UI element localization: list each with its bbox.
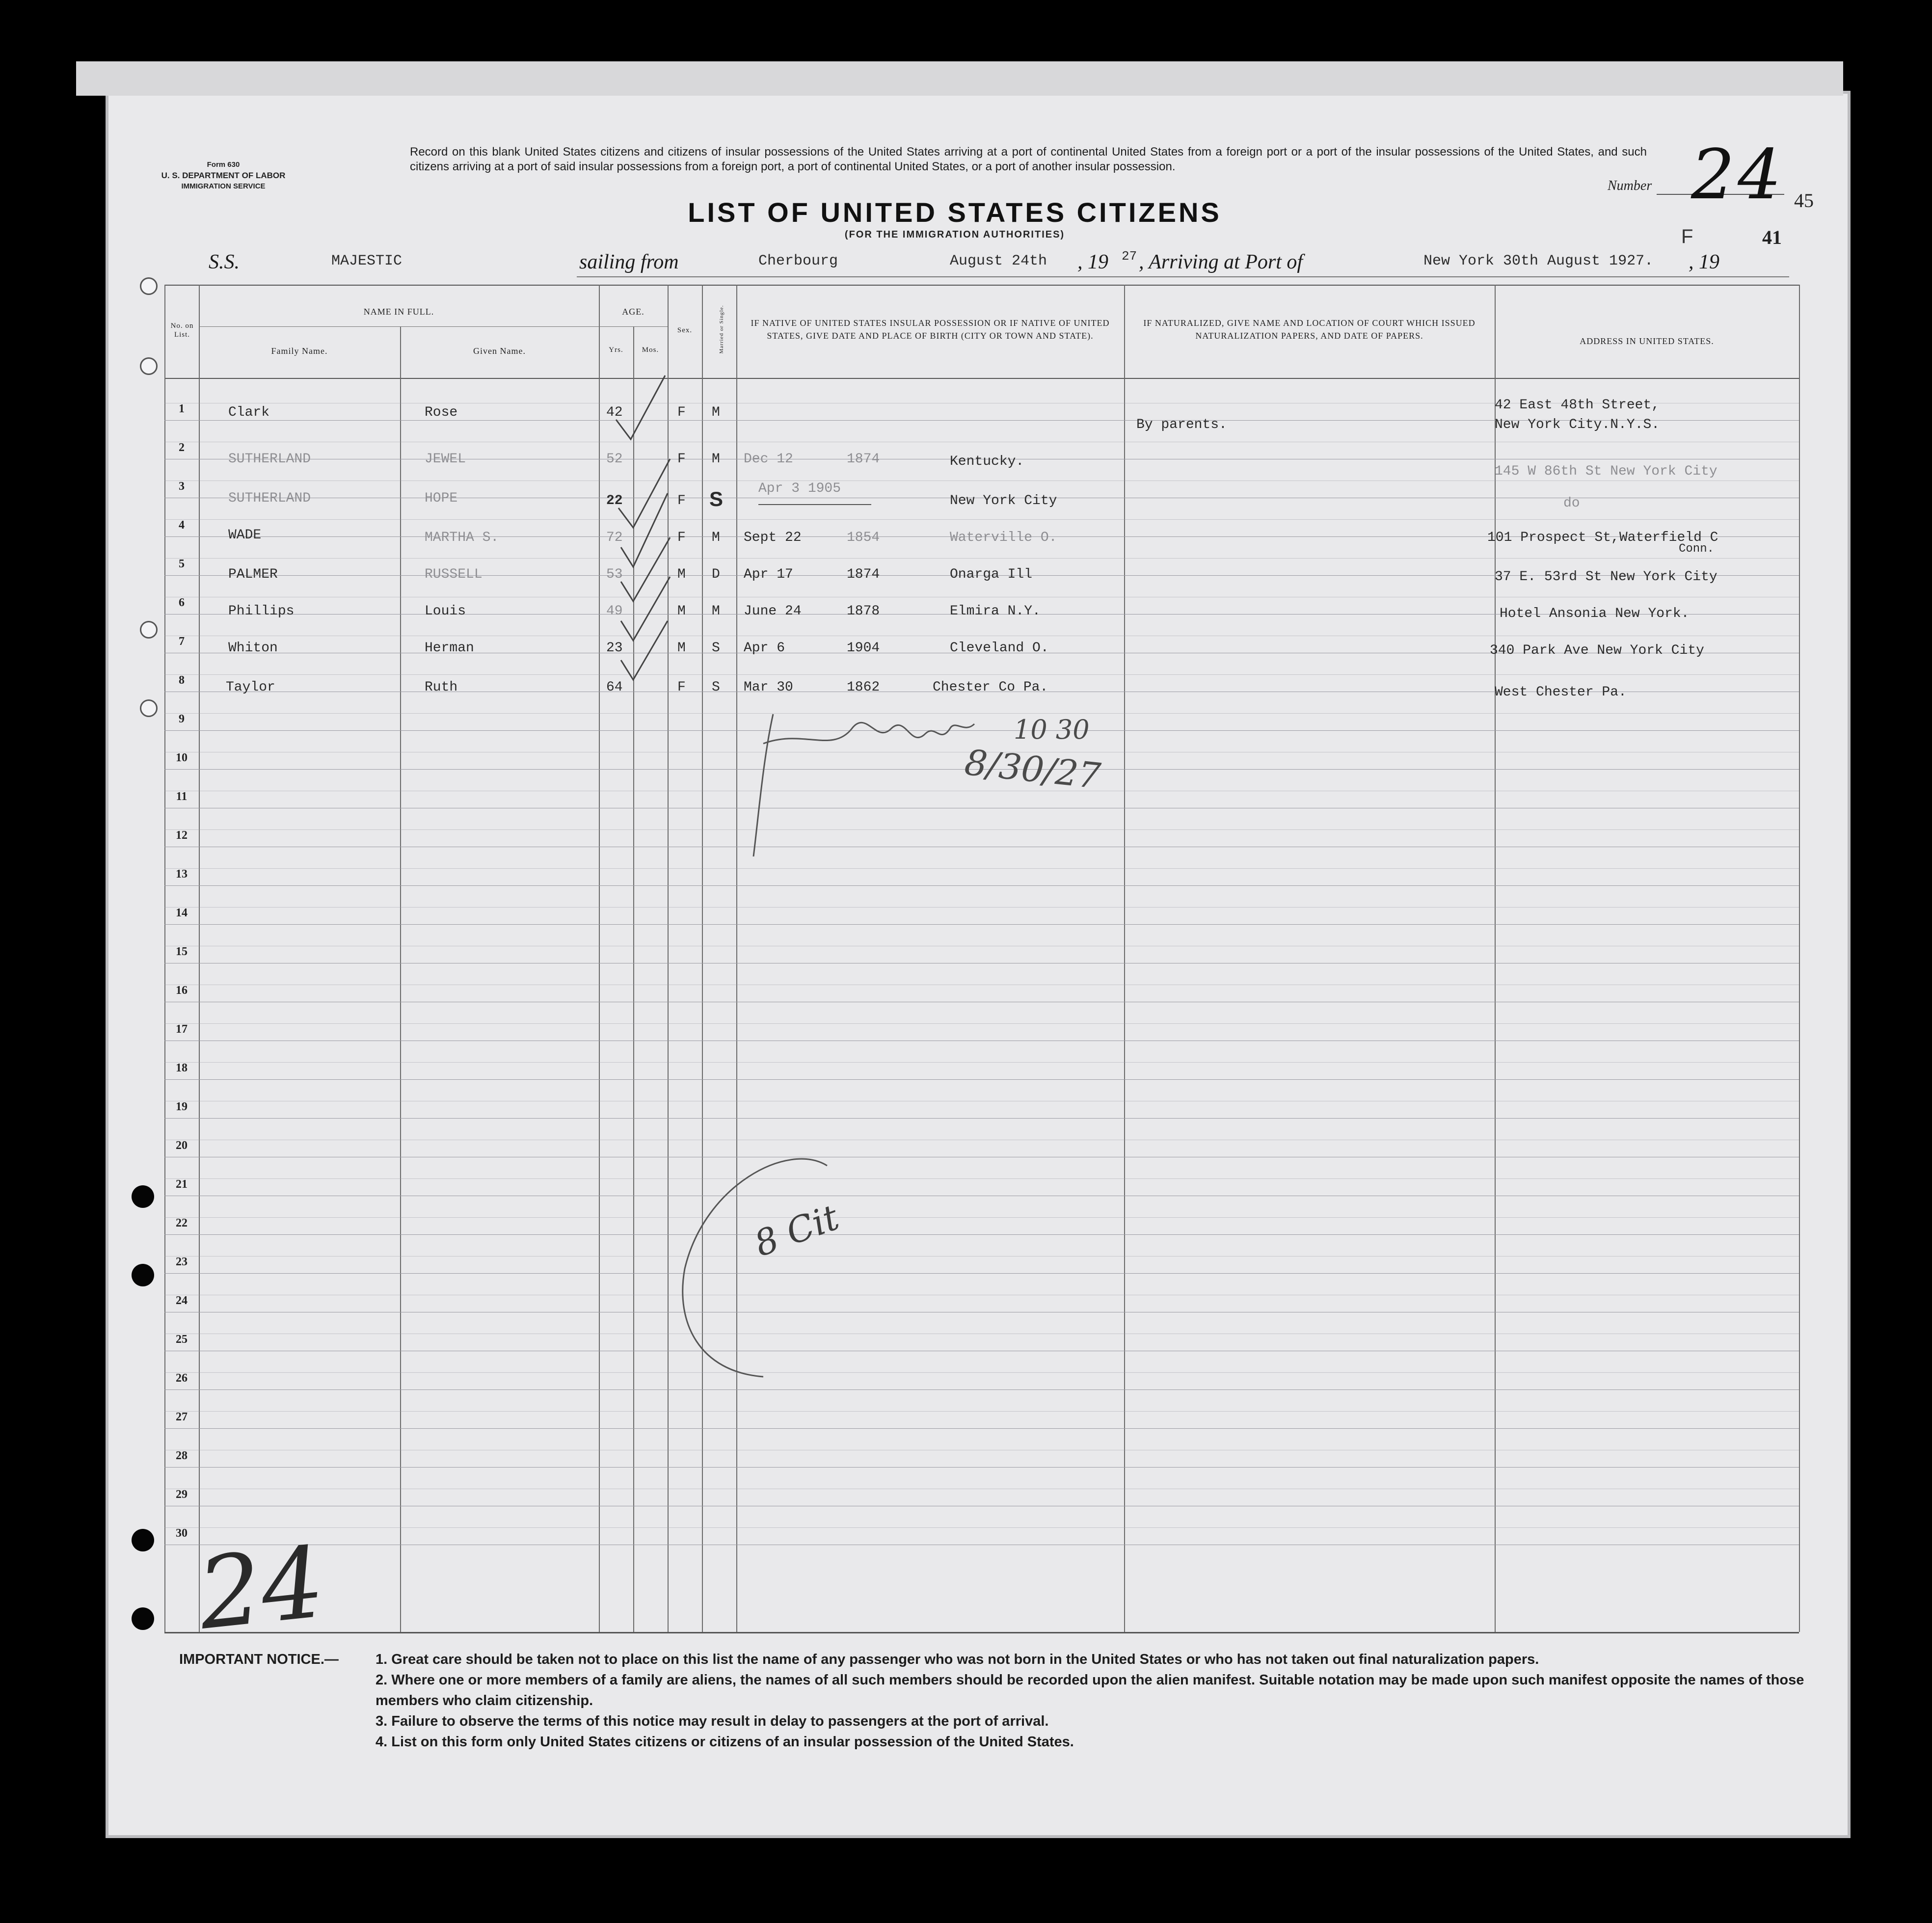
age: 72 bbox=[606, 530, 623, 545]
row-subrule bbox=[164, 1411, 1799, 1412]
row-number: 15 bbox=[176, 945, 188, 958]
address-line2: Conn. bbox=[1679, 542, 1715, 556]
punch-hole bbox=[132, 1264, 154, 1286]
edge-number: 45 bbox=[1794, 189, 1814, 212]
strikeout bbox=[758, 504, 871, 505]
row-number: 24 bbox=[176, 1294, 188, 1307]
birth-place: Chester Co Pa. bbox=[933, 680, 1048, 695]
row-number: 1 bbox=[179, 402, 185, 415]
family-name: WADE bbox=[228, 528, 262, 543]
manifest-sheet bbox=[106, 91, 1851, 1838]
address: do bbox=[1563, 496, 1580, 511]
address: 340 Park Ave New York City bbox=[1490, 643, 1704, 658]
col-header-yrs: Yrs. bbox=[609, 346, 623, 354]
family-name: PALMER bbox=[228, 567, 278, 582]
sail-date: August 24th bbox=[950, 253, 1047, 269]
row-number: 11 bbox=[176, 790, 188, 803]
notice-items bbox=[376, 1649, 1828, 1752]
f-letter: F bbox=[1681, 226, 1693, 247]
col-header-no: No. on List. bbox=[170, 322, 194, 339]
sex: F bbox=[677, 680, 686, 695]
age: 52 bbox=[606, 452, 623, 467]
page-subtitle: (FOR THE IMMIGRATION AUTHORITIES) bbox=[844, 229, 1065, 240]
row-rule bbox=[164, 1079, 1799, 1080]
sex: F bbox=[677, 530, 686, 545]
family-name: Phillips bbox=[228, 604, 295, 619]
row-number: 27 bbox=[176, 1411, 188, 1423]
sex: F bbox=[677, 405, 686, 420]
binder-ring bbox=[140, 357, 158, 375]
birth-date: Sept 22 bbox=[744, 530, 802, 545]
row-number: 9 bbox=[179, 713, 185, 725]
given-name: Louis bbox=[425, 604, 466, 619]
notice-item: 4. List on this form only United States citizens or citizens of an insular possession of the United States. bbox=[376, 1734, 1074, 1750]
handwritten-cit-note: 8 Cit bbox=[749, 1196, 844, 1265]
row-number: 18 bbox=[176, 1062, 188, 1074]
col-header-age: AGE. bbox=[622, 307, 644, 317]
col-header-given: Given Name. bbox=[473, 346, 526, 356]
family-name: Whiton bbox=[228, 641, 278, 656]
year-value: 27 bbox=[1122, 249, 1137, 264]
given-name: Ruth bbox=[425, 680, 458, 695]
given-name: Rose bbox=[425, 405, 458, 420]
marital-status: M bbox=[712, 452, 720, 467]
row-number: 20 bbox=[176, 1139, 188, 1152]
col-header-married: Married or Single. bbox=[719, 305, 724, 354]
service-name: IMMIGRATION SERVICE bbox=[181, 182, 266, 190]
birth-year: 1854 bbox=[847, 530, 880, 545]
address-line2: New York City.N.Y.S. bbox=[1495, 417, 1660, 432]
page-title: LIST OF UNITED STATES CITIZENS bbox=[688, 197, 1222, 228]
row-number: 23 bbox=[176, 1255, 188, 1268]
age: 22 bbox=[606, 493, 623, 508]
row-number: 26 bbox=[176, 1372, 188, 1385]
family-name: Taylor bbox=[226, 680, 275, 695]
sheet-number: 41 bbox=[1762, 226, 1782, 248]
birth-year: 1878 bbox=[847, 604, 880, 619]
row-number: 3 bbox=[179, 480, 185, 493]
sex: M bbox=[677, 641, 686, 656]
marital-status: S bbox=[709, 487, 724, 510]
row-subrule bbox=[164, 519, 1799, 520]
row-subrule bbox=[164, 1527, 1799, 1528]
birth-year: 1862 bbox=[847, 680, 880, 695]
row-subrule bbox=[164, 1217, 1799, 1218]
number-label: Number bbox=[1608, 178, 1652, 193]
row-rule bbox=[164, 1467, 1799, 1468]
handwritten-time: 10 30 bbox=[1014, 714, 1090, 745]
row-number: 5 bbox=[179, 558, 185, 570]
age: 23 bbox=[606, 641, 623, 656]
punch-hole bbox=[132, 1607, 154, 1630]
notice-item: 3. Failure to observe the terms of this notice may result in delay to passengers at the port of arrival. bbox=[376, 1713, 1049, 1729]
row-rule bbox=[164, 1234, 1799, 1235]
row-number: 28 bbox=[176, 1449, 188, 1462]
list-number-handwritten: 24 bbox=[1691, 135, 1785, 215]
birth-place: Onarga Ill bbox=[950, 567, 1033, 582]
binder-ring bbox=[140, 699, 158, 717]
handwritten-date: 8/30/27 bbox=[963, 741, 1103, 797]
address: 42 East 48th Street, bbox=[1495, 398, 1660, 413]
birth-date: Dec 12 bbox=[744, 452, 793, 467]
birth-year: 1874 bbox=[847, 452, 880, 467]
handwritten-signature-scribble bbox=[744, 699, 1019, 925]
address: 145 W 86th St New York City bbox=[1495, 464, 1717, 479]
age: 64 bbox=[606, 680, 623, 695]
row-number: 8 bbox=[179, 674, 185, 687]
age: 53 bbox=[606, 567, 623, 582]
birth-date: Apr 17 bbox=[744, 567, 793, 582]
sailing-label: sailing from bbox=[579, 251, 679, 273]
address: Hotel Ansonia New York. bbox=[1500, 606, 1690, 621]
row-rule bbox=[164, 1273, 1799, 1274]
row-number: 17 bbox=[176, 1023, 188, 1036]
birth-date: Mar 30 bbox=[744, 680, 793, 695]
col-header-family: Family Name. bbox=[271, 346, 328, 356]
handwritten-circle bbox=[665, 1146, 842, 1401]
family-name: Clark bbox=[228, 405, 270, 420]
row-subrule bbox=[164, 558, 1799, 559]
notice-heading: IMPORTANT NOTICE.— bbox=[179, 1652, 339, 1667]
row-subrule bbox=[164, 1062, 1799, 1063]
col-rule bbox=[736, 285, 737, 1632]
intro-text: Record on this blank United States citizens and citizens of insular possessions of the United States arriving at a port of continental United States from a foreign port or a port of the insular possessions of the United States, and such citizens arriving at a port of said insular possessions from a foreign port, a port of continental United States, or a port of another insular possession. bbox=[410, 145, 1647, 173]
age: 49 bbox=[606, 604, 623, 619]
birth-date: June 24 bbox=[744, 604, 802, 619]
given-name: Herman bbox=[425, 641, 474, 656]
birth-date: Apr 3 1905 bbox=[758, 481, 841, 496]
marital-status: D bbox=[712, 567, 720, 582]
arriving-label: , Arriving at Port of bbox=[1139, 251, 1303, 273]
table-bottom-rule bbox=[164, 1632, 1799, 1633]
punch-hole bbox=[132, 1185, 154, 1208]
given-name: RUSSELL bbox=[425, 567, 483, 582]
row-number: 29 bbox=[176, 1488, 188, 1501]
table-header-rule bbox=[164, 378, 1799, 379]
col-rule bbox=[1799, 285, 1800, 1632]
row-number: 6 bbox=[179, 596, 185, 609]
birth-place: New York City bbox=[950, 493, 1057, 508]
row-number: 12 bbox=[176, 829, 188, 842]
birth-place: Kentucky. bbox=[950, 454, 1024, 469]
binder-ring bbox=[140, 621, 158, 639]
naturalization-info: By parents. bbox=[1136, 417, 1227, 432]
birth-date: Apr 6 bbox=[744, 641, 785, 656]
row-subrule bbox=[164, 1023, 1799, 1024]
col-header-address: ADDRESS IN UNITED STATES. bbox=[1580, 336, 1714, 346]
form-number: Form 630 bbox=[207, 160, 240, 169]
arrival-year-prefix: , 19 bbox=[1689, 251, 1719, 273]
handwritten-bottom-number: 24 bbox=[193, 1525, 329, 1652]
age-subrule bbox=[599, 326, 668, 327]
row-subrule bbox=[164, 1178, 1799, 1179]
age: 42 bbox=[606, 405, 623, 420]
ship-name: MAJESTIC bbox=[331, 253, 402, 269]
given-name: HOPE bbox=[425, 491, 458, 506]
col-rule bbox=[599, 285, 600, 1632]
table-top-rule bbox=[164, 285, 1799, 286]
row-number: 4 bbox=[179, 519, 185, 532]
row-number: 13 bbox=[176, 868, 188, 881]
row-number: 30 bbox=[176, 1527, 188, 1540]
marital-status: M bbox=[712, 405, 720, 420]
row-number: 21 bbox=[176, 1178, 188, 1191]
notice-item: 1. Great care should be taken not to place on this list the name of any passenger who was not born in the United States or who has not taken out final naturalization papers. bbox=[376, 1652, 1539, 1667]
department-name: U. S. DEPARTMENT OF LABOR bbox=[161, 171, 286, 180]
col-header-birth: IF NATIVE OF UNITED STATES INSULAR POSSESSION OR IF NATIVE OF UNITED STATES, GIVE DATE AND PLACE OF BIRTH (CITY OR TOWN AND STATE). bbox=[751, 318, 1110, 341]
row-number: 7 bbox=[179, 635, 185, 648]
row-rule bbox=[164, 1118, 1799, 1119]
row-number: 10 bbox=[176, 751, 188, 764]
col-header-naturalized: IF NATURALIZED, GIVE NAME AND LOCATION OF COURT WHICH ISSUED NATURALIZATION PAPERS, AND DATE OF PAPERS. bbox=[1143, 318, 1476, 341]
birth-place: Cleveland O. bbox=[950, 641, 1049, 656]
given-name: JEWEL bbox=[425, 452, 466, 467]
birth-place: Elmira N.Y. bbox=[950, 604, 1041, 619]
name-subrule bbox=[199, 326, 599, 327]
col-rule bbox=[702, 285, 703, 1632]
col-header-name: NAME IN FULL. bbox=[363, 307, 434, 317]
marital-status: M bbox=[712, 604, 720, 619]
family-name: SUTHERLAND bbox=[228, 491, 311, 506]
marital-status: S bbox=[712, 641, 720, 656]
col-rule bbox=[199, 285, 200, 1632]
row-subrule bbox=[164, 674, 1799, 675]
notice-item: 2. Where one or more members of a family are aliens, the names of all such members should be recorded upon the alien manifest. Suitable notation may be made upon such manifest opposite the names of those members who claim citizenship. bbox=[376, 1672, 1804, 1709]
col-header-mos: Mos. bbox=[642, 346, 659, 354]
sex: F bbox=[677, 452, 686, 467]
col-rule bbox=[400, 326, 401, 1632]
row-number: 19 bbox=[176, 1100, 188, 1113]
family-name: SUTHERLAND bbox=[228, 452, 311, 467]
year-prefix: , 19 bbox=[1077, 251, 1108, 273]
row-number: 14 bbox=[176, 907, 188, 919]
binder-ring bbox=[140, 277, 158, 295]
sex: F bbox=[677, 493, 686, 508]
col-header-sex: Sex. bbox=[677, 326, 693, 334]
row-number: 25 bbox=[176, 1333, 188, 1346]
marital-status: S bbox=[712, 680, 720, 695]
col-rule bbox=[1124, 285, 1125, 1632]
birth-place: Waterville O. bbox=[950, 530, 1057, 545]
marital-status: M bbox=[712, 530, 720, 545]
row-number: 22 bbox=[176, 1217, 188, 1229]
given-name: MARTHA S. bbox=[425, 530, 499, 545]
form-identifier bbox=[150, 160, 297, 192]
check-marks bbox=[611, 366, 690, 748]
col-rule bbox=[1495, 285, 1496, 1632]
punch-hole bbox=[132, 1529, 154, 1551]
voyage-underline bbox=[577, 276, 1789, 277]
port-from: Cherbourg bbox=[758, 253, 838, 269]
row-number: 16 bbox=[176, 984, 188, 997]
row-rule bbox=[164, 1428, 1799, 1429]
sex: M bbox=[677, 567, 686, 582]
birth-year: 1874 bbox=[847, 567, 880, 582]
address: 101 Prospect St,Waterfield C bbox=[1487, 530, 1718, 545]
sex: M bbox=[677, 604, 686, 619]
birth-year: 1904 bbox=[847, 641, 880, 656]
address: West Chester Pa. bbox=[1495, 685, 1627, 700]
row-number: 2 bbox=[179, 441, 185, 454]
row-rule bbox=[164, 1389, 1799, 1390]
row-subrule bbox=[164, 1372, 1799, 1373]
arrival-port-date: New York 30th August 1927. bbox=[1423, 253, 1654, 269]
ss-label: S.S. bbox=[209, 251, 240, 273]
address: 37 E. 53rd St New York City bbox=[1495, 569, 1717, 585]
